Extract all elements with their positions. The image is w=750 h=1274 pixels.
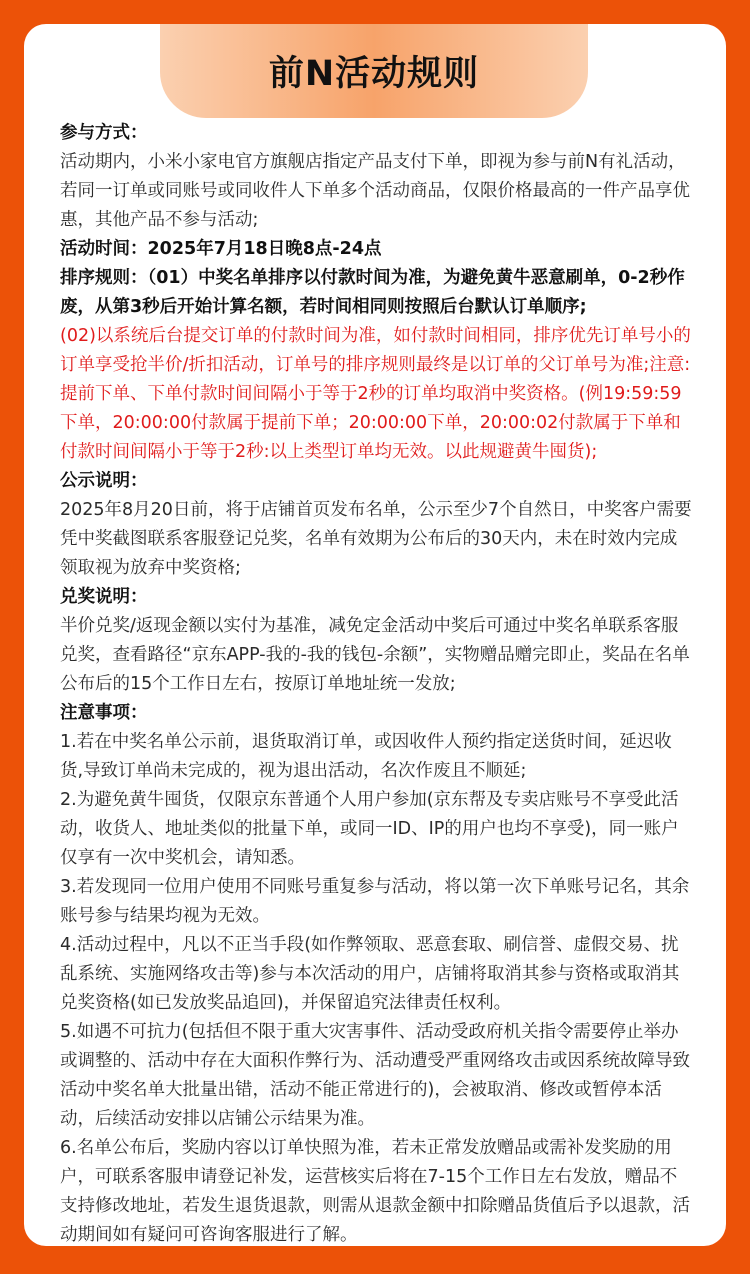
announcement-text: 2025年8月20日前，将于店铺首页发布名单，公示至少7个自然日，中奖客户需要凭中奖截图联系客服登记兑奖，名单有效期为公布后的30天内，未在时效内完成领取视为放弃中奖资格; xyxy=(60,500,692,578)
note-item-1: 1.若在中奖名单公示前，退货取消订单，或因收件人预约指定送货时间，延迟收货,导致订单尚未完成的，视为退出活动，名次作废且不顺延; xyxy=(60,732,672,781)
participation-text: 活动期内，小米小家电官方旗舰店指定产品支付下单，即视为参与前N有礼活动，若同一订单或同账号或同收件人下单多个活动商品，仅限价格最高的一件产品享优惠，其他产品不参与活动; xyxy=(60,152,690,230)
sorting-rule-1-text: （01）中奖名单排序以付款时间为准，为避免黄牛恶意刷单，0-2秒作废，从第3秒后开始计算名额，若时间相同则按照后台默认订单顺序; xyxy=(60,268,685,317)
sorting-rule-2: (02)以系统后台提交订单的付款时间为准，如付款时间相同，排序优先订单号小的订单享受抢半价/折扣活动，订单号的排序规则最终是以订单的父订单号为准;注意:提前下单、下单付款时间间隔小于等于2秒的订单均取消中奖资格。(例19:59:59下单，20:00:00付款属于提前下单；20:00:00下单，20:00:02付款属于下单和付款时间间隔小于等于2秒:以上类型订单均无效。以此规避黄牛囤货); xyxy=(60,326,691,462)
note-item-5: 5.如遇不可抗力(包括但不限于重大灾害事件、活动受政府机关指令需要停止举办或调整的、活动中存在大面积作弊行为、活动遭受严重网络攻击或因系统故障导致活动中奖名单大批量出错，活动不能正常进行的)，会被取消、修改或暂停本活动，后续活动安排以店铺公示结果为准。 xyxy=(60,1022,690,1129)
notes-heading: 注意事项： xyxy=(60,703,148,723)
rules-card xyxy=(24,24,726,1246)
announcement-heading: 公示说明： xyxy=(60,471,148,491)
title-banner xyxy=(160,24,588,118)
activity-time: 活动时间：2025年7月18日晚8点-24点 xyxy=(60,239,382,259)
note-item-4: 4.活动过程中，凡以不正当手段(如作弊领取、恶意套取、刷信誉、虚假交易、扰乱系统、实施网络攻击等)参与本次活动的用户，店铺将取消其参与资格或取消其兑奖资格(如已发放奖品追回)，并保留追究法律责任权利。 xyxy=(60,935,680,1013)
note-item-2: 2.为避免黄牛囤货，仅限京东普通个人用户参加(京东帮及专卖店账号不享受此活动，收货人、地址类似的批量下单，或同一ID、IP的用户也均不享受)，同一账户仅享有一次中奖机会，请知悉。 xyxy=(60,790,679,868)
rules-content xyxy=(60,119,692,1246)
sorting-rule-1 xyxy=(60,264,692,322)
page-title: 前N活动规则 xyxy=(268,54,480,94)
redemption-text: 半价兑奖/返现金额以实付为基准，减免定金活动中奖后可通过中奖名单联系客服兑奖，查看路径“京东APP-我的-我的钱包-余额”，实物赠品赠完即止，奖品在名单公布后的15个工作日左右，按原订单地址统一发放; xyxy=(60,616,690,694)
note-item-6: 6.名单公布后，奖励内容以订单快照为准，若未正常发放赠品或需补发奖励的用户，可联系客服申请登记补发，运营核实后将在7-15个工作日左右发放，赠品不支持修改地址，若发生退货退款，则需从退款金额中扣除赠品货值后予以退款，活动期间如有疑问可咨询客服进行了解。 xyxy=(60,1138,690,1245)
participation-heading: 参与方式： xyxy=(60,123,148,143)
redemption-heading: 兑奖说明： xyxy=(60,587,148,607)
sorting-heading: 排序规则： xyxy=(60,268,148,288)
note-item-3: 3.若发现同一位用户使用不同账号重复参与活动，将以第一次下单账号记名，其余账号参与结果均视为无效。 xyxy=(60,877,690,926)
